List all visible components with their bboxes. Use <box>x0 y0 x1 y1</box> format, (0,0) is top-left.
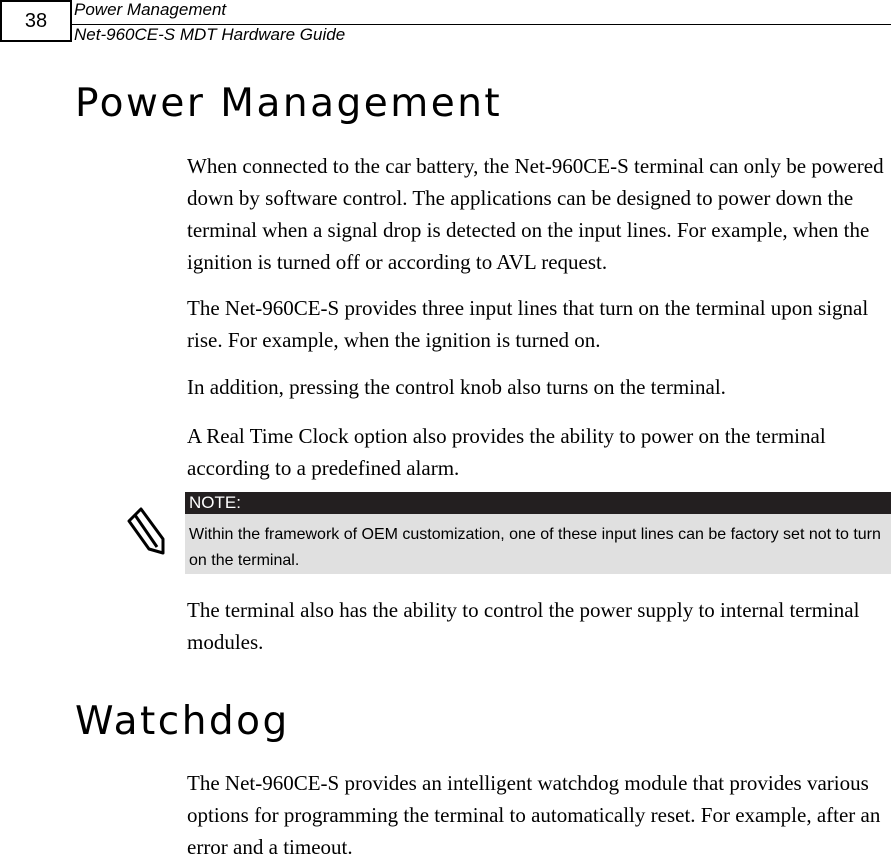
pencil-note-icon <box>125 503 167 557</box>
page-number: 38 <box>0 0 72 42</box>
note-label: NOTE: <box>185 492 891 514</box>
paragraph: When connected to the car battery, the Net-960CE-S terminal can only be powered down by software control. The applications can be designed to power down the terminal when a signal drop is detected on the input lines. For example, when the ignition is turned off or according to AVL request. <box>187 154 884 274</box>
section-heading-power-management: Power Management <box>75 81 503 126</box>
section-heading-watchdog: Watchdog <box>75 699 290 744</box>
running-header-section: Power Management <box>74 0 227 19</box>
paragraph: A Real Time Clock option also provides the ability to power on the terminal according to a predefined alarm. <box>187 424 826 480</box>
note-text: Within the framework of OEM customization, one of these input lines can be factory set not to turn on the terminal. <box>185 514 891 574</box>
paragraph: In addition, pressing the control knob also turns on the terminal. <box>187 375 726 399</box>
paragraph: The Net-960CE-S provides an intelligent watchdog module that provides various options for programming the terminal to automatically reset. For example, after an error and a timeout. <box>187 771 881 859</box>
running-header-doc-title: Net-960CE-S MDT Hardware Guide <box>74 25 346 44</box>
paragraph: The Net-960CE-S provides three input lines that turn on the terminal upon signal rise. For example, when the ignition is turned on. <box>187 296 869 352</box>
paragraph: The terminal also has the ability to control the power supply to internal terminal modules. <box>187 598 860 654</box>
